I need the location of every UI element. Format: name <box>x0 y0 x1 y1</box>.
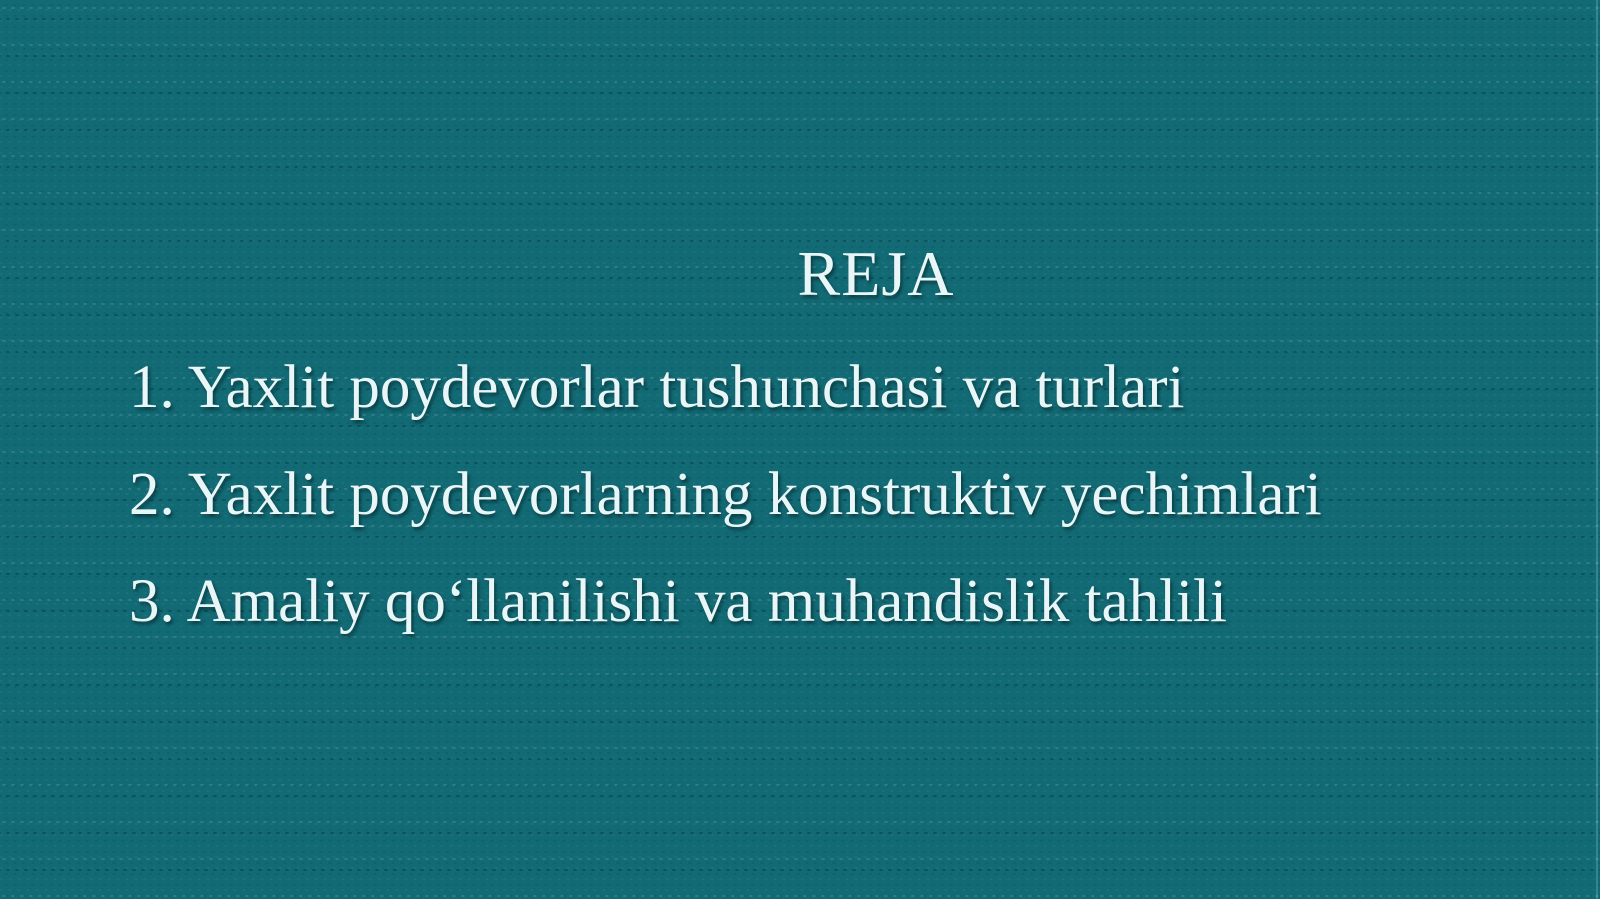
list-item-3: 3. Amaliy qo‘llanilishi va muhandislik tahlili <box>129 568 1227 635</box>
plan-list <box>129 334 1560 655</box>
list-item-1: 1. Yaxlit poydevorlar tushunchasi va turlari <box>129 354 1185 421</box>
slide-title: REJA <box>797 238 955 309</box>
right-edge-highlight <box>1596 0 1598 899</box>
list-item-2: 2. Yaxlit poydevorlarning konstruktiv yechimlari <box>129 461 1322 528</box>
